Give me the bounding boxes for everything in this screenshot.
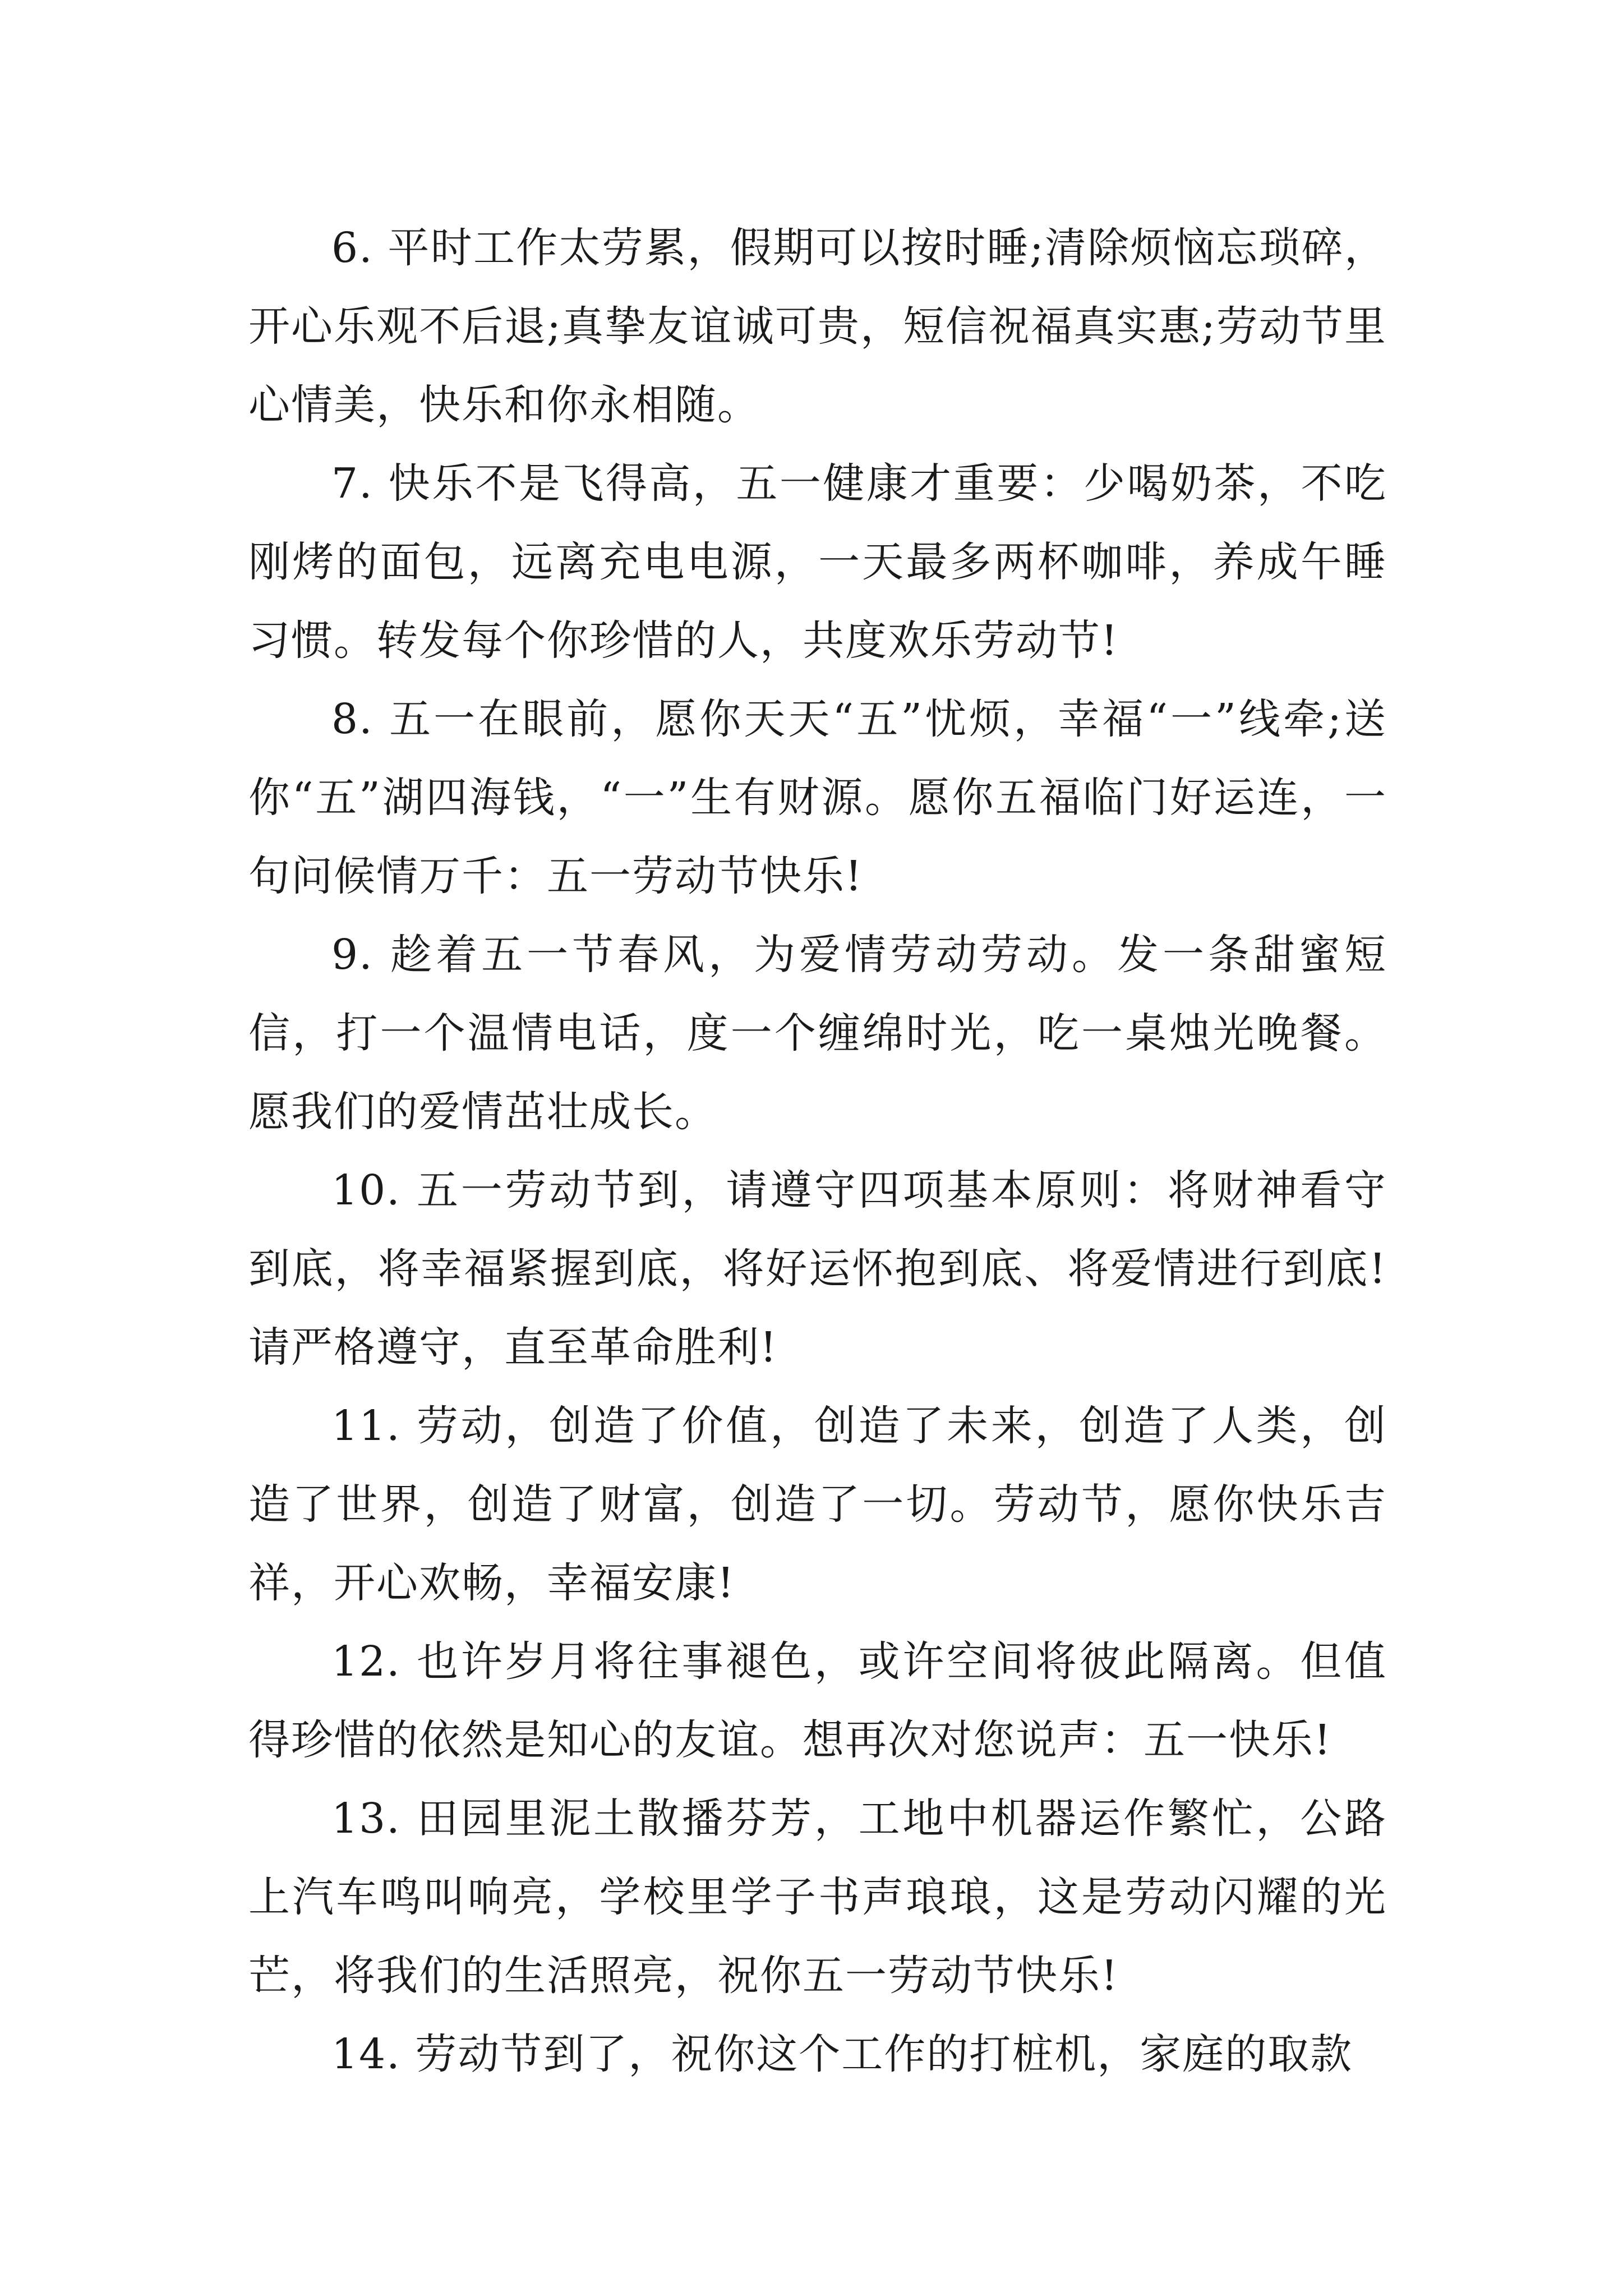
document-body (248, 209, 1387, 2093)
paragraph-14: 14. 劳动节到了，祝你这个工作的打桩机，家庭的取款 (331, 2030, 1353, 2078)
paragraph-6: 6. 平时工作太劳累，假期可以按时睡;清除烦恼忘琐碎，开心乐观不后退;真挚友谊诚可贵，短信祝福真实惠;劳动节里心情美，快乐和你永相随。 (248, 224, 1387, 429)
paragraph-13: 13. 田园里泥土散播芬芳，工地中机器运作繁忙，公路上汽车鸣叫响亮，学校里学子书声琅琅，这是劳动闪耀的光芒，将我们的生活照亮，祝你五一劳动节快乐! (248, 1795, 1387, 2000)
paragraph-10: 10. 五一劳动节到，请遵守四项基本原则：将财神看守到底，将幸福紧握到底，将好运怀抱到底、将爱情进行到底!请严格遵守，直至革命胜利! (248, 1166, 1387, 1372)
paragraph-9: 9. 趁着五一节春风，为爱情劳动劳动。发一条甜蜜短信，打一个温情电话，度一个缠绵时光，吃一桌烛光晚餐。愿我们的爱情茁壮成长。 (248, 931, 1387, 1136)
paragraph-8: 8. 五一在眼前，愿你天天“五”忧烦，幸福“一”线牵;送你“五”湖四海钱，“一”生有财源。愿你五福临门好运连，一句问候情万千：五一劳动节快乐! (248, 695, 1387, 900)
paragraph-11: 11. 劳动，创造了价值，创造了未来，创造了人类，创造了世界，创造了财富，创造了一切。劳动节，愿你快乐吉祥，开心欢畅，幸福安康! (248, 1402, 1387, 1607)
paragraph-7: 7. 快乐不是飞得高，五一健康才重要：少喝奶茶，不吃刚烤的面包，远离充电电源，一天最多两杯咖啡，养成午睡习惯。转发每个你珍惜的人，共度欢乐劳动节! (248, 459, 1387, 665)
paragraph-12: 12. 也许岁月将往事褪色，或许空间将彼此隔离。但值得珍惜的依然是知心的友谊。想再次对您说声：五一快乐! (248, 1637, 1387, 1764)
